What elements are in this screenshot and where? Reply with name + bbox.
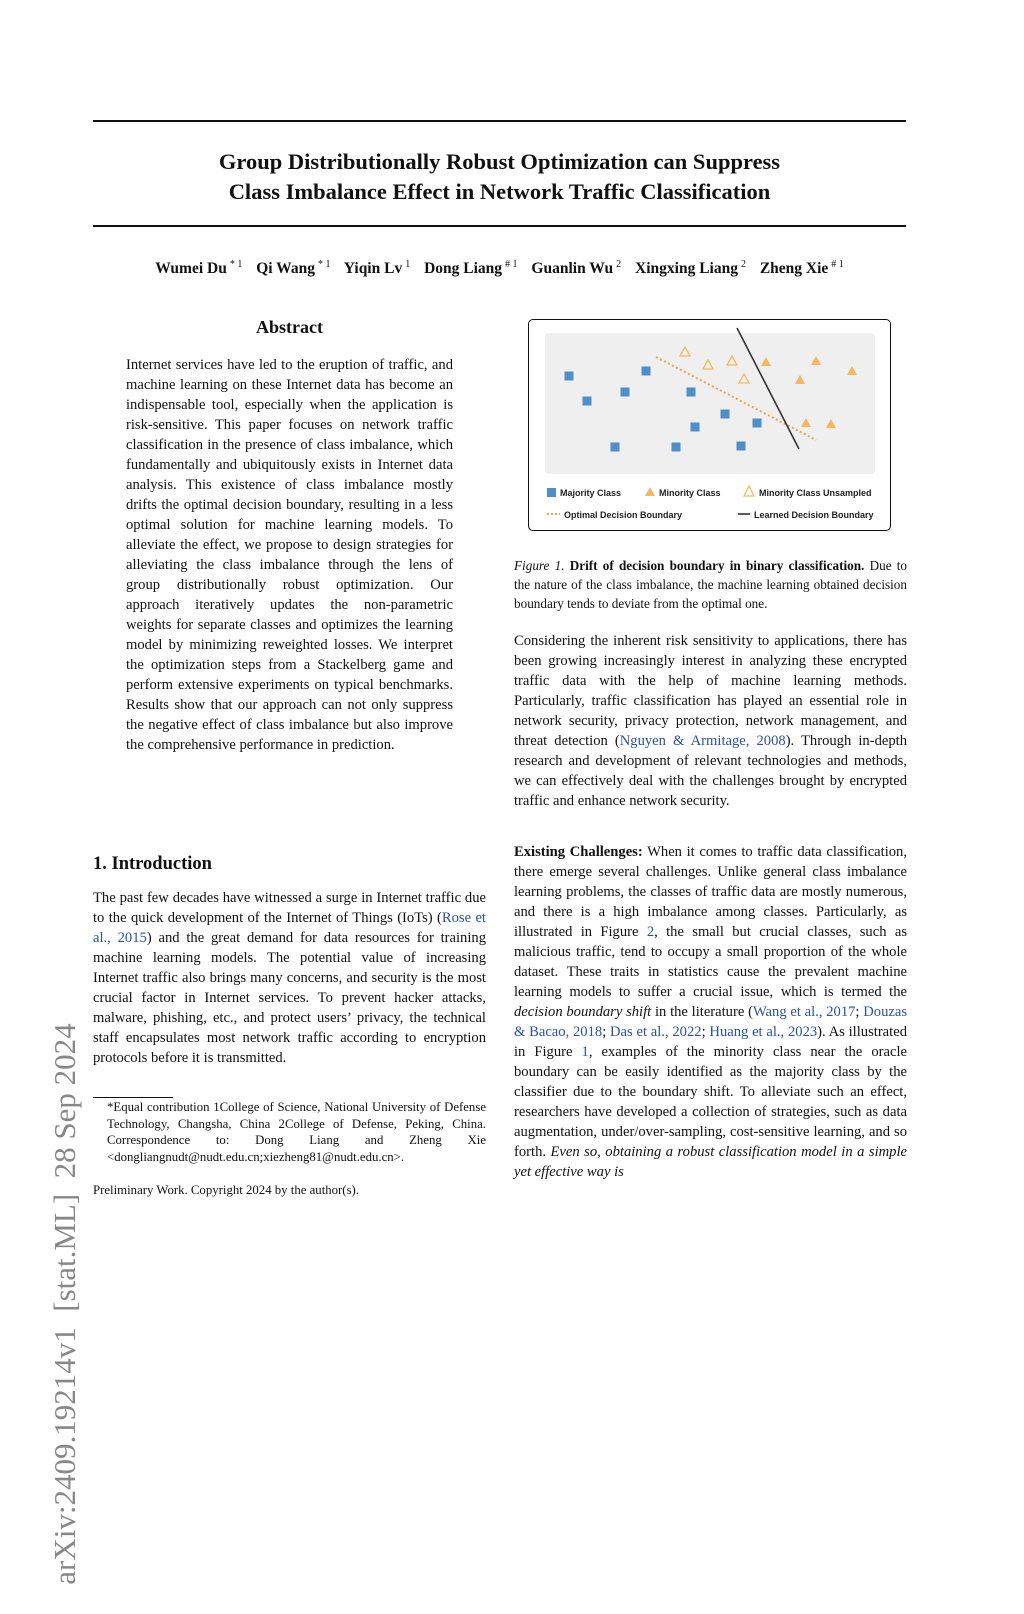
author: Guanlin Wu $^2$ <box>531 259 622 278</box>
author: Xingxing Liang $^2$ <box>635 259 746 278</box>
figure-1 <box>528 319 891 531</box>
legend-majority-label: Majority Class <box>560 488 622 498</box>
title-bottom-rule <box>93 225 906 227</box>
legend-unsampled-label: Minority Class Unsampled <box>759 488 872 498</box>
figure-1-plot <box>529 320 889 529</box>
abstract-text: Internet services have led to the eruption of traffic, and machine learning on these Internet data has become an indispensable tool, especially when the application is risk-sensitive. This paper focuses on network traffic classification in the presence of class imbalance, which fundamentally and ubiquitously exists in Internet data analysis. This existence of class imbalance mostly drifts the optimal decision boundary, resulting in a less optimal solution for machine learning models. To alleviate the effect, we propose to design strategies for alleviating the class imbalance through the lens of group distributionally robust optimization. Our approach iteratively updates the non-parametric weights for separate classes and optimizes the learning model by minimizing reweighted losses. We interpret the optimization steps from a Stackelberg game and perform extensive experiments on typical benchmarks. Results show that our approach can not only suppress the negative effect of class imbalance but also improve the comprehensive performance in prediction. <box>126 357 453 753</box>
arxiv-stamp: arXiv:2409.19214v1 [stat.ML] 28 Sep 2024 <box>47 1023 82 1585</box>
author: Zheng Xie $^{\# 1}$ <box>759 259 844 278</box>
legend-minority-label: Minority Class <box>659 488 721 498</box>
paper-title <box>93 147 906 207</box>
title-line-2: Class Imbalance Effect in Network Traffic Classification <box>228 179 771 204</box>
abstract-heading: Abstract <box>256 317 323 337</box>
footnote-rule <box>93 1097 173 1098</box>
majority-point <box>611 443 620 452</box>
author: Qi Wang $^{* 1}$ <box>256 259 331 278</box>
majority-point <box>642 367 651 376</box>
right-paragraph-1: Considering the inherent risk sensitivity to applications, there has been growing increasingly interest in analyzing these encrypted traffic data with the help of machine learning methods. Particularly, traffic classification has played an essential role in network security, privacy protection, network management, and threat detection (Nguyen & Armitage, 2008). Through in-depth research and development of relevant technologies and methods, we can effectively deal with the challenges brought by encrypted traffic and enhance network security. <box>514 633 907 809</box>
author: Wumei Du $^{* 1}$ <box>155 259 243 278</box>
majority-point <box>565 372 574 381</box>
top-rule <box>93 120 906 122</box>
majority-point <box>691 423 700 432</box>
majority-point <box>753 419 762 428</box>
author-list <box>93 259 906 278</box>
introduction-paragraph: The past few decades have witnessed a surge in Internet traffic due to the quick development of the Internet of Things (IoTs) (Rose et al., 2015) and the great demand for data resources for training machine learning models. The potential value of increasing Internet traffic also brings many concerns, and security is the most crucial factor in Internet services. To prevent hacker attacks, malware, phishing, etc., and protect users’ privacy, the technical staff encapsulates most network traffic according to encryption protocols before it is transmitted. <box>93 890 487 1066</box>
majority-point <box>621 388 630 397</box>
existing-challenges-paragraph: Existing Challenges: When it comes to traffic data classification, there emerge several challenges. Unlike general class imbalance learning problems, the classes of traffic data are mostly numerous, and there is a high imbalance among classes. Particularly, as illustrated in Figure 2, the small but crucial classes, such as malicious traffic, tend to occupy a small proportion of the whole dataset. These traits in statistics cause the prevalent machine learning models to suffer a crucial issue, which is termed the decision boundary shift in the literature (Wang et al., 2017; Douzas & Bacao, 2018; Das et al., 2022; Huang et al., 2023). As illustrated in Figure 1, examples of the minority class near the oracle boundary can be easily identified as the majority class by the classifier due to the boundary shift. To alleviate such an effect, researchers have developed a collection of strategies, such as data augmentation, under/over-sampling, cost-sensitive learning, and so forth. Even so, obtaining a robust classification model in a simple yet effective way is <box>514 844 908 1180</box>
title-line-1: Group Distributionally Robust Optimization can Suppress <box>218 149 781 174</box>
citation-link[interactable]: Douzas & Bacao, 2018 <box>514 1004 908 1040</box>
majority-point <box>687 388 696 397</box>
legend-majority-marker <box>547 488 556 497</box>
majority-point <box>672 443 681 452</box>
legend-learned-label: Learned Decision Boundary <box>754 510 874 520</box>
citation-link[interactable]: Huang et al., 2023 <box>709 1024 818 1040</box>
author: Yiqin Lv $^1$ <box>343 259 411 278</box>
figure-caption: Figure 1. Drift of decision boundary in binary classification. Due to the nature of the class imbalance, the machine learning obtained decision boundary tends to deviate from the optimal one. <box>514 558 908 611</box>
majority-point <box>721 410 730 419</box>
legend-unsampled-marker <box>744 486 754 496</box>
citation-link[interactable]: Wang et al., 2017 <box>752 1004 856 1020</box>
preliminary-note: Preliminary Work. Copyright 2024 by the author(s). <box>93 1183 360 1197</box>
legend-optimal-label: Optimal Decision Boundary <box>564 510 683 520</box>
majority-point <box>583 397 592 406</box>
majority-point <box>737 442 746 451</box>
figure-ref-link[interactable]: 1 <box>581 1044 589 1060</box>
legend-minority-marker <box>645 487 655 496</box>
introduction-heading: 1. Introduction <box>93 854 212 874</box>
footnote: *Equal contribution 1College of Science, National University of Defense Technology, Changsha, China 2College of Defense, Peking, China. Correspondence to: Dong Liang and Zheng Xie <dongliangnudt@nudt.edu.cn;xiezheng81@nudt.edu.cn>. <box>107 1100 486 1164</box>
citation-link[interactable]: Das et al., 2022 <box>610 1024 702 1040</box>
figure-ref-link[interactable]: 2 <box>646 924 655 940</box>
author: Dong Liang $^{\# 1}$ <box>424 259 518 278</box>
citation-link[interactable]: Rose et al., 2015 <box>93 910 486 946</box>
plot-panel <box>545 333 875 474</box>
citation-link[interactable]: Nguyen & Armitage, 2008 <box>619 733 786 749</box>
